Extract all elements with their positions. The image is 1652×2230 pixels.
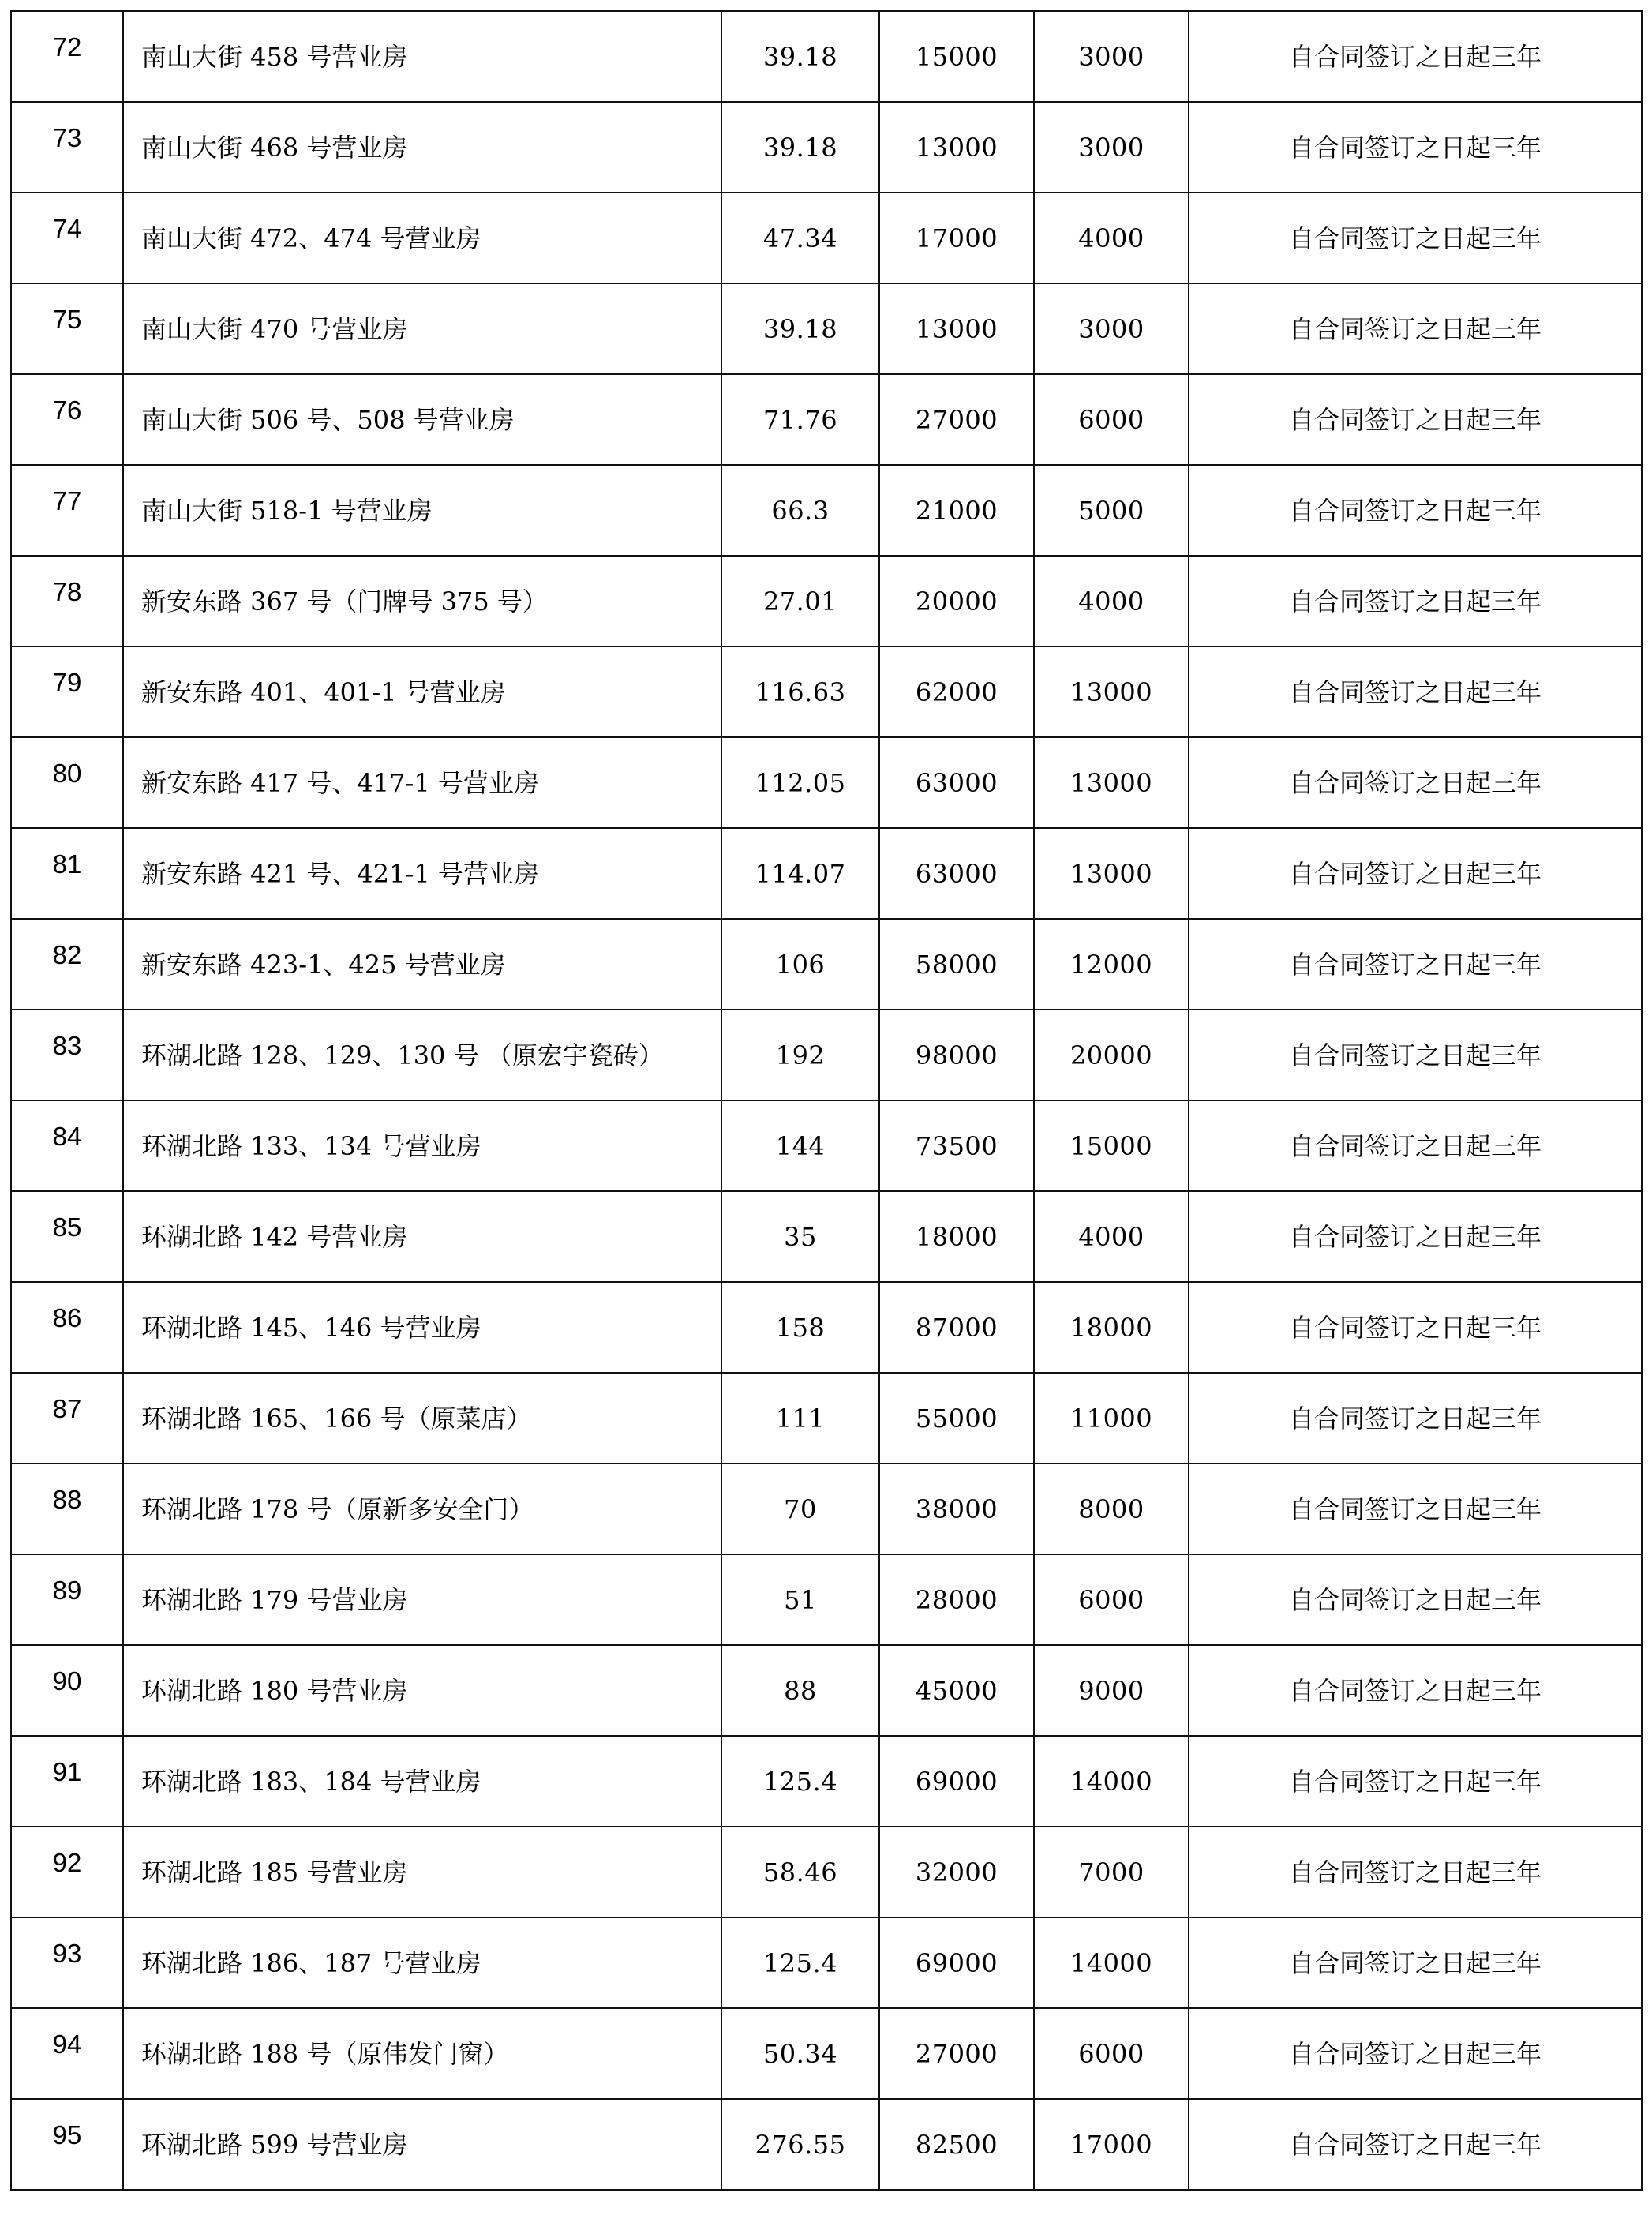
table-row xyxy=(11,2008,1642,2099)
deposit-cell: 3000 xyxy=(1034,11,1189,102)
deposit-cell: 4000 xyxy=(1034,1191,1189,1282)
deposit-cell: 3000 xyxy=(1034,283,1189,374)
rent-cell: 82500 xyxy=(879,2099,1034,2190)
table-row xyxy=(11,1917,1642,2008)
area-cell: 51 xyxy=(721,1554,879,1645)
area-cell: 35 xyxy=(721,1191,879,1282)
table-row xyxy=(11,556,1642,647)
table-row xyxy=(11,1464,1642,1554)
row-number-cell: 93 xyxy=(11,1917,123,2008)
deposit-cell: 6000 xyxy=(1034,2008,1189,2099)
address-cell: 环湖北路 179 号营业房 xyxy=(123,1554,721,1645)
rent-cell: 87000 xyxy=(879,1282,1034,1373)
rent-cell: 69000 xyxy=(879,1917,1034,2008)
lease-term-cell: 自合同签订之日起三年 xyxy=(1189,1191,1642,1282)
lease-term-cell: 自合同签订之日起三年 xyxy=(1189,1827,1642,1917)
address-cell: 新安东路 367 号（门牌号 375 号） xyxy=(123,556,721,647)
rent-cell: 17000 xyxy=(879,193,1034,283)
address-cell: 环湖北路 133、134 号营业房 xyxy=(123,1100,721,1191)
row-number-cell: 91 xyxy=(11,1736,123,1827)
deposit-cell: 4000 xyxy=(1034,556,1189,647)
row-number-cell: 77 xyxy=(11,465,123,556)
deposit-cell: 8000 xyxy=(1034,1464,1189,1554)
address-cell: 环湖北路 185 号营业房 xyxy=(123,1827,721,1917)
table-row xyxy=(11,1736,1642,1827)
address-cell: 环湖北路 186、187 号营业房 xyxy=(123,1917,721,2008)
row-number-cell: 76 xyxy=(11,374,123,465)
rent-cell: 73500 xyxy=(879,1100,1034,1191)
lease-term-cell: 自合同签订之日起三年 xyxy=(1189,1464,1642,1554)
area-cell: 47.34 xyxy=(721,193,879,283)
rent-cell: 13000 xyxy=(879,102,1034,193)
address-cell: 新安东路 421 号、421-1 号营业房 xyxy=(123,828,721,919)
rent-cell: 63000 xyxy=(879,737,1034,828)
row-number-cell: 95 xyxy=(11,2099,123,2190)
table-row xyxy=(11,465,1642,556)
row-number-cell: 92 xyxy=(11,1827,123,1917)
row-number-cell: 90 xyxy=(11,1645,123,1736)
lease-term-cell: 自合同签订之日起三年 xyxy=(1189,465,1642,556)
lease-term-cell: 自合同签订之日起三年 xyxy=(1189,556,1642,647)
deposit-cell: 6000 xyxy=(1034,374,1189,465)
deposit-cell: 13000 xyxy=(1034,828,1189,919)
deposit-cell: 9000 xyxy=(1034,1645,1189,1736)
row-number-cell: 72 xyxy=(11,11,123,102)
lease-term-cell: 自合同签订之日起三年 xyxy=(1189,283,1642,374)
area-cell: 39.18 xyxy=(721,283,879,374)
table-row xyxy=(11,283,1642,374)
rent-cell: 62000 xyxy=(879,647,1034,737)
address-cell: 环湖北路 142 号营业房 xyxy=(123,1191,721,1282)
table-row xyxy=(11,1010,1642,1100)
area-cell: 106 xyxy=(721,919,879,1010)
row-number-cell: 94 xyxy=(11,2008,123,2099)
deposit-cell: 17000 xyxy=(1034,2099,1189,2190)
address-cell: 环湖北路 165、166 号（原菜店） xyxy=(123,1373,721,1464)
table-row xyxy=(11,1191,1642,1282)
table-row xyxy=(11,737,1642,828)
rent-cell: 69000 xyxy=(879,1736,1034,1827)
lease-term-cell: 自合同签订之日起三年 xyxy=(1189,2008,1642,2099)
area-cell: 158 xyxy=(721,1282,879,1373)
row-number-cell: 89 xyxy=(11,1554,123,1645)
rent-cell: 27000 xyxy=(879,374,1034,465)
deposit-cell: 13000 xyxy=(1034,737,1189,828)
table-row xyxy=(11,2099,1642,2190)
area-cell: 192 xyxy=(721,1010,879,1100)
table-row xyxy=(11,11,1642,102)
rent-cell: 18000 xyxy=(879,1191,1034,1282)
area-cell: 39.18 xyxy=(721,11,879,102)
area-cell: 112.05 xyxy=(721,737,879,828)
address-cell: 南山大街 518-1 号营业房 xyxy=(123,465,721,556)
rent-cell: 27000 xyxy=(879,2008,1034,2099)
area-cell: 66.3 xyxy=(721,465,879,556)
table-row xyxy=(11,1554,1642,1645)
row-number-cell: 83 xyxy=(11,1010,123,1100)
address-cell: 南山大街 468 号营业房 xyxy=(123,102,721,193)
address-cell: 环湖北路 188 号（原伟发门窗） xyxy=(123,2008,721,2099)
deposit-cell: 18000 xyxy=(1034,1282,1189,1373)
area-cell: 276.55 xyxy=(721,2099,879,2190)
area-cell: 125.4 xyxy=(721,1736,879,1827)
deposit-cell: 15000 xyxy=(1034,1100,1189,1191)
address-cell: 新安东路 417 号、417-1 号营业房 xyxy=(123,737,721,828)
lease-term-cell: 自合同签订之日起三年 xyxy=(1189,102,1642,193)
lease-term-cell: 自合同签订之日起三年 xyxy=(1189,1736,1642,1827)
address-cell: 环湖北路 180 号营业房 xyxy=(123,1645,721,1736)
deposit-cell: 20000 xyxy=(1034,1010,1189,1100)
address-cell: 环湖北路 183、184 号营业房 xyxy=(123,1736,721,1827)
table-row xyxy=(11,374,1642,465)
row-number-cell: 87 xyxy=(11,1373,123,1464)
deposit-cell: 5000 xyxy=(1034,465,1189,556)
property-lease-table xyxy=(10,10,1643,2191)
lease-term-cell: 自合同签订之日起三年 xyxy=(1189,647,1642,737)
rent-cell: 38000 xyxy=(879,1464,1034,1554)
area-cell: 50.34 xyxy=(721,2008,879,2099)
rent-cell: 15000 xyxy=(879,11,1034,102)
rent-cell: 55000 xyxy=(879,1373,1034,1464)
deposit-cell: 6000 xyxy=(1034,1554,1189,1645)
area-cell: 111 xyxy=(721,1373,879,1464)
row-number-cell: 84 xyxy=(11,1100,123,1191)
deposit-cell: 3000 xyxy=(1034,102,1189,193)
area-cell: 116.63 xyxy=(721,647,879,737)
address-cell: 南山大街 470 号营业房 xyxy=(123,283,721,374)
area-cell: 27.01 xyxy=(721,556,879,647)
address-cell: 新安东路 401、401-1 号营业房 xyxy=(123,647,721,737)
area-cell: 88 xyxy=(721,1645,879,1736)
deposit-cell: 12000 xyxy=(1034,919,1189,1010)
address-cell: 新安东路 423-1、425 号营业房 xyxy=(123,919,721,1010)
deposit-cell: 11000 xyxy=(1034,1373,1189,1464)
lease-term-cell: 自合同签订之日起三年 xyxy=(1189,919,1642,1010)
area-cell: 114.07 xyxy=(721,828,879,919)
address-cell: 环湖北路 178 号（原新多安全门） xyxy=(123,1464,721,1554)
lease-term-cell: 自合同签订之日起三年 xyxy=(1189,1917,1642,2008)
table-row xyxy=(11,1645,1642,1736)
rent-cell: 20000 xyxy=(879,556,1034,647)
lease-term-cell: 自合同签订之日起三年 xyxy=(1189,193,1642,283)
row-number-cell: 80 xyxy=(11,737,123,828)
property-lease-table-page xyxy=(10,10,1641,2191)
deposit-cell: 4000 xyxy=(1034,193,1189,283)
rent-cell: 63000 xyxy=(879,828,1034,919)
row-number-cell: 75 xyxy=(11,283,123,374)
lease-term-cell: 自合同签订之日起三年 xyxy=(1189,1373,1642,1464)
row-number-cell: 86 xyxy=(11,1282,123,1373)
address-cell: 南山大街 506 号、508 号营业房 xyxy=(123,374,721,465)
lease-term-cell: 自合同签订之日起三年 xyxy=(1189,828,1642,919)
address-cell: 环湖北路 145、146 号营业房 xyxy=(123,1282,721,1373)
deposit-cell: 14000 xyxy=(1034,1736,1189,1827)
table-row xyxy=(11,1373,1642,1464)
row-number-cell: 73 xyxy=(11,102,123,193)
rent-cell: 21000 xyxy=(879,465,1034,556)
table-row xyxy=(11,647,1642,737)
lease-term-cell: 自合同签订之日起三年 xyxy=(1189,11,1642,102)
area-cell: 70 xyxy=(721,1464,879,1554)
table-row xyxy=(11,828,1642,919)
lease-term-cell: 自合同签订之日起三年 xyxy=(1189,1282,1642,1373)
rent-cell: 58000 xyxy=(879,919,1034,1010)
area-cell: 144 xyxy=(721,1100,879,1191)
deposit-cell: 13000 xyxy=(1034,647,1189,737)
row-number-cell: 74 xyxy=(11,193,123,283)
rent-cell: 45000 xyxy=(879,1645,1034,1736)
deposit-cell: 7000 xyxy=(1034,1827,1189,1917)
rent-cell: 28000 xyxy=(879,1554,1034,1645)
table-row xyxy=(11,919,1642,1010)
area-cell: 58.46 xyxy=(721,1827,879,1917)
row-number-cell: 79 xyxy=(11,647,123,737)
row-number-cell: 78 xyxy=(11,556,123,647)
table-row xyxy=(11,1100,1642,1191)
lease-term-cell: 自合同签订之日起三年 xyxy=(1189,374,1642,465)
table-row xyxy=(11,102,1642,193)
lease-term-cell: 自合同签订之日起三年 xyxy=(1189,737,1642,828)
address-cell: 环湖北路 128、129、130 号 （原宏宇瓷砖） xyxy=(123,1010,721,1100)
table-row xyxy=(11,1282,1642,1373)
lease-term-cell: 自合同签订之日起三年 xyxy=(1189,2099,1642,2190)
table-row xyxy=(11,1827,1642,1917)
address-cell: 南山大街 472、474 号营业房 xyxy=(123,193,721,283)
table-row xyxy=(11,193,1642,283)
rent-cell: 32000 xyxy=(879,1827,1034,1917)
row-number-cell: 82 xyxy=(11,919,123,1010)
address-cell: 环湖北路 599 号营业房 xyxy=(123,2099,721,2190)
deposit-cell: 14000 xyxy=(1034,1917,1189,2008)
rent-cell: 13000 xyxy=(879,283,1034,374)
row-number-cell: 81 xyxy=(11,828,123,919)
row-number-cell: 85 xyxy=(11,1191,123,1282)
address-cell: 南山大街 458 号营业房 xyxy=(123,11,721,102)
area-cell: 39.18 xyxy=(721,102,879,193)
area-cell: 71.76 xyxy=(721,374,879,465)
rent-cell: 98000 xyxy=(879,1010,1034,1100)
table-body xyxy=(11,11,1642,2190)
row-number-cell: 88 xyxy=(11,1464,123,1554)
lease-term-cell: 自合同签订之日起三年 xyxy=(1189,1100,1642,1191)
lease-term-cell: 自合同签订之日起三年 xyxy=(1189,1554,1642,1645)
lease-term-cell: 自合同签订之日起三年 xyxy=(1189,1010,1642,1100)
lease-term-cell: 自合同签订之日起三年 xyxy=(1189,1645,1642,1736)
area-cell: 125.4 xyxy=(721,1917,879,2008)
